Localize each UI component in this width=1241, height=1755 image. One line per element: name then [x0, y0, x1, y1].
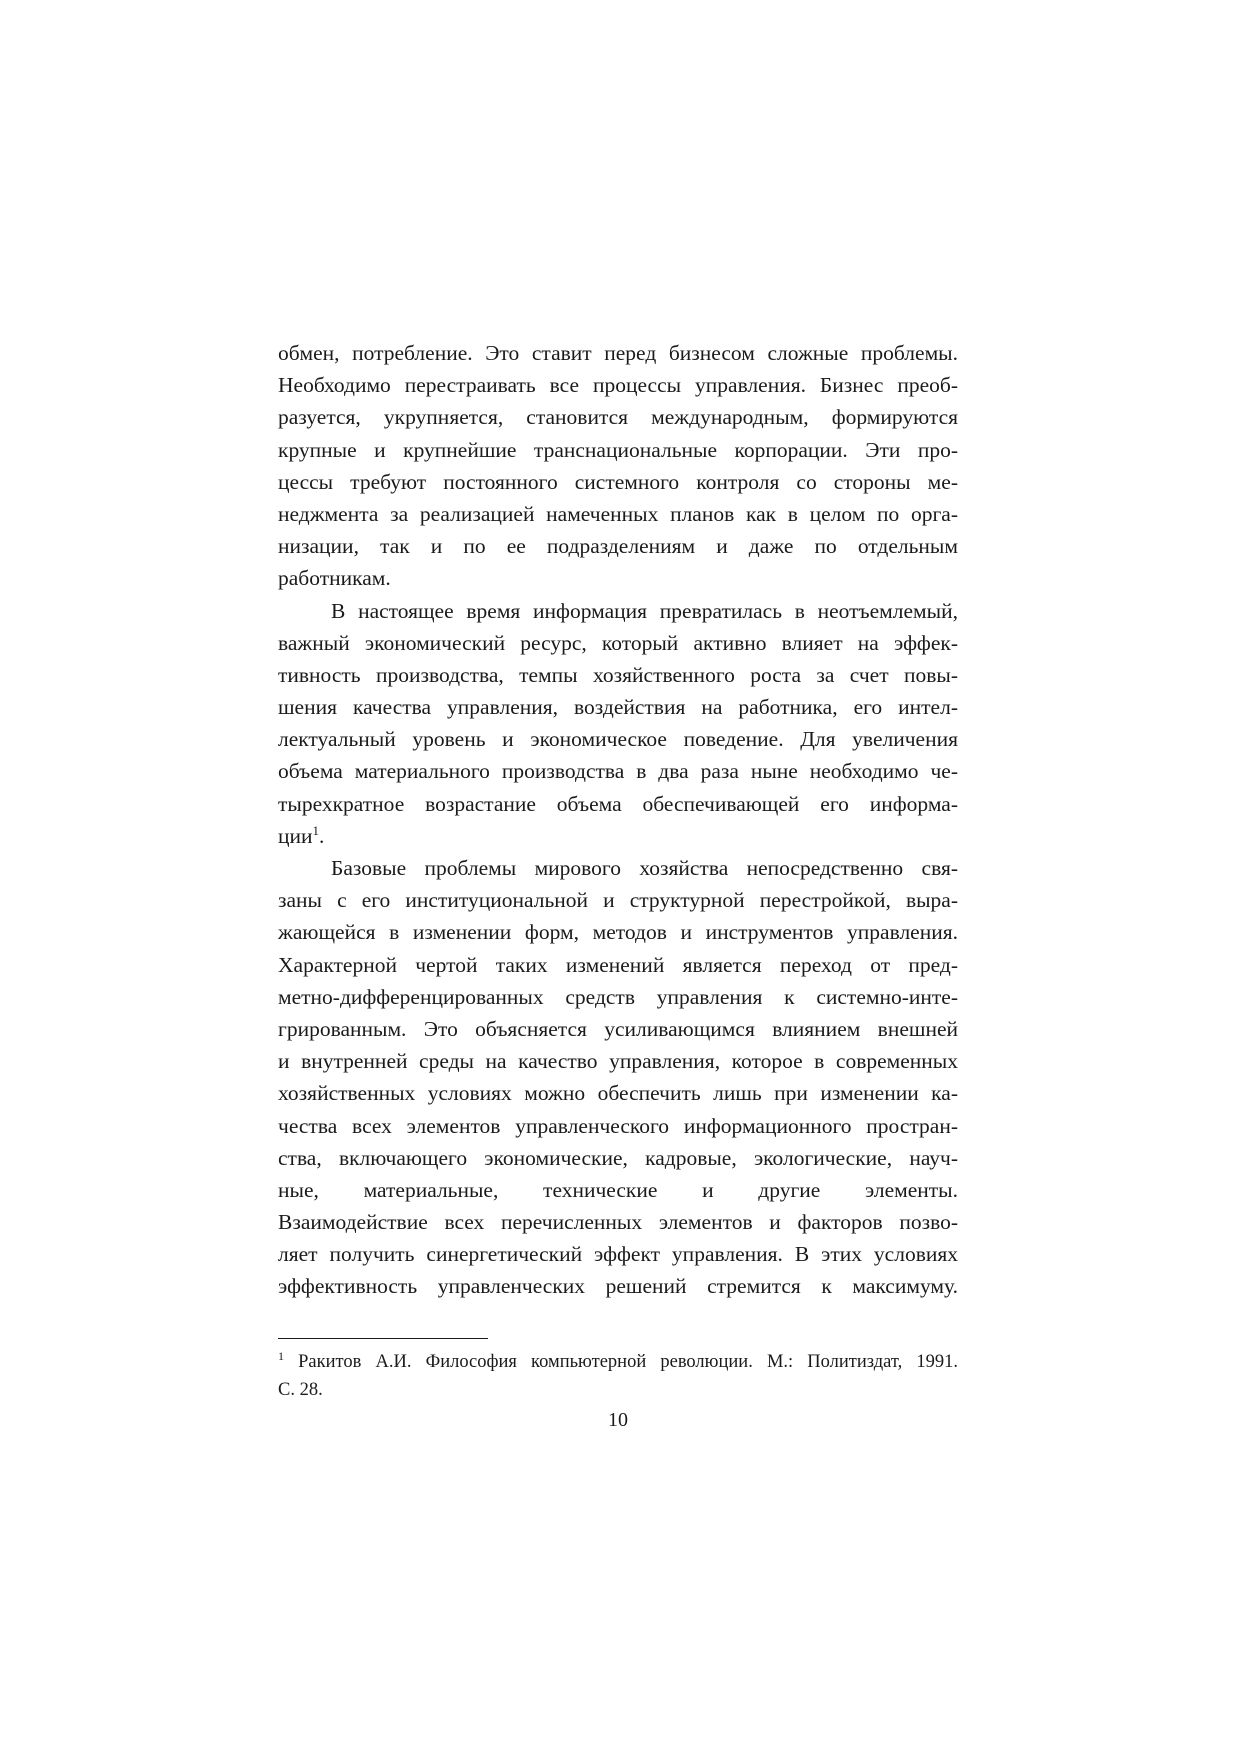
text-line: метно-дифференцированных средств управления к системно-инте-	[278, 984, 958, 1009]
text-line: работникам.	[278, 566, 391, 591]
text-line: ства, включающего экономические, кадровые, экологические, науч-	[278, 1145, 958, 1170]
footnote-divider	[278, 1338, 488, 1339]
page-number: 10	[608, 1409, 628, 1431]
body-text	[278, 337, 958, 1303]
text-line: В настоящее время информация превратилась в неотъемлемый,	[331, 598, 958, 623]
text-line: крупные и крупнейшие транснациональные корпорации. Эти про-	[278, 437, 958, 462]
footnote-line: С. 28.	[278, 1380, 323, 1400]
text-line: жающейся в изменении форм, методов и инструментов управления.	[278, 920, 958, 945]
text-line: Необходимо перестраивать все процессы управления. Бизнес преоб-	[278, 373, 958, 398]
text-line: объема материального производства в два раза ныне необходимо че-	[278, 759, 958, 784]
footnote-line	[278, 1348, 958, 1376]
text-line: и внутренней среды на качество управления, которое в современных	[278, 1049, 958, 1074]
text-line: ные, материальные, технические и другие элементы.	[278, 1177, 958, 1202]
paragraph-3	[278, 852, 958, 1303]
text-line: лектуальный уровень и экономическое поведение. Для увеличения	[278, 727, 958, 752]
text-line: обмен, потребление. Это ставит перед бизнесом сложные проблемы.	[278, 341, 958, 365]
text-line	[278, 820, 958, 852]
text-line: неджмента за реализацией намеченных планов как в целом по орга-	[278, 501, 958, 526]
text-line: ляет получить синергетический эффект управления. В этих условиях	[278, 1242, 958, 1267]
text-line: цессы требуют постоянного системного контроля со стороны ме-	[278, 469, 958, 494]
text-line: чества всех элементов управленческого информационного простран-	[278, 1113, 958, 1138]
footnote-marker: 1	[278, 1349, 284, 1363]
text-line: шения качества управления, воздействия на работника, его интел-	[278, 695, 958, 720]
paragraph-2	[278, 595, 958, 853]
text-line: хозяйственных условиях можно обеспечить лишь при изменении ка-	[278, 1081, 958, 1106]
footnote-text: Ракитов А.И. Философия компьютерной революции. М.: Политиздат, 1991.	[298, 1352, 958, 1372]
footnote	[278, 1348, 958, 1404]
text-line: Характерной чертой таких изменений является переход от пред-	[278, 952, 958, 977]
footnote-reference[interactable]: 1	[312, 822, 320, 838]
text-fragment: .	[319, 823, 325, 848]
text-line: разуется, укрупняется, становится международным, формируются	[278, 405, 958, 430]
text-line: низации, так и по ее подразделениям и даже по отдельным	[278, 534, 958, 559]
paragraph-1	[278, 337, 958, 595]
text-line: Базовые проблемы мирового хозяйства непосредственно свя-	[331, 856, 958, 880]
text-line: заны с его институциональной и структурной перестройкой, выра-	[278, 888, 958, 913]
text-fragment: ции	[278, 823, 313, 848]
text-line: тивность производства, темпы хозяйственного роста за счет повы-	[278, 662, 958, 687]
text-line: эффективность управленческих решений стремится к максимуму.	[278, 1274, 958, 1299]
text-line: важный экономический ресурс, который активно влияет на эффек-	[278, 630, 958, 655]
text-line: Взаимодействие всех перечисленных элементов и факторов позво-	[278, 1210, 958, 1235]
text-line: грированным. Это объясняется усиливающимся влиянием внешней	[278, 1016, 958, 1041]
text-line: тырехкратное возрастание объема обеспечивающей его информа-	[278, 791, 958, 816]
